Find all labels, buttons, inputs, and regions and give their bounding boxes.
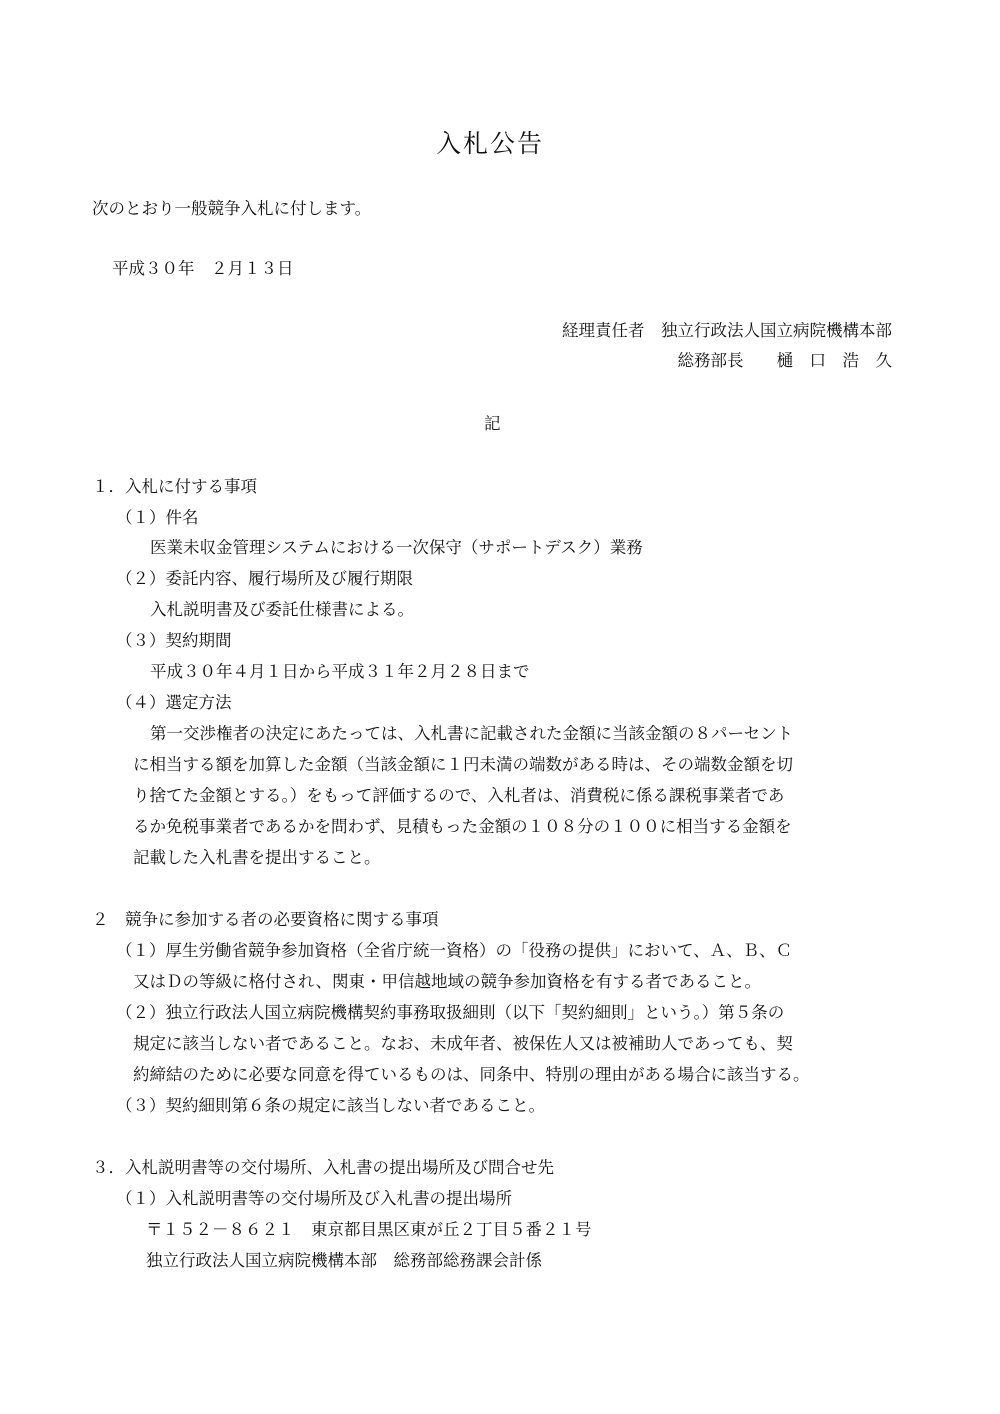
issuer-line-1: 経理責任者 独立行政法人国立病院機構本部 xyxy=(562,321,892,340)
section2-item2-line: （２）独立行政法人国立病院機構契約事務取扱細則（以下「契約細則」という。）第５条の xyxy=(116,1003,785,1022)
section2-item2-line: 規定に該当しない者であること。なお、未成年者、被保佐人又は被補助人であっても、契 xyxy=(133,1034,793,1053)
section1-item4-line: り捨てた金額とする。）をもって評価するので、入札者は、消費税に係る課税事業者であ xyxy=(133,786,785,805)
section1-item4-line: 第一交渉権者の決定にあたっては、入札書に記載された金額に当該金額の８パーセント xyxy=(150,724,794,743)
section1-item4-heading: （４）選定方法 xyxy=(116,693,232,712)
section1-item3-heading: （３）契約期間 xyxy=(116,631,232,650)
page-title: 入札公告 xyxy=(435,129,544,158)
section2-heading: ２ 競争に参加する者の必要資格に関する事項 xyxy=(92,910,439,929)
ki-heading: 記 xyxy=(484,414,501,433)
section1-item1-text: 医業未収金管理システムにおける一次保守（サポートデスク）業務 xyxy=(150,538,643,557)
section1-item4-line: に相当する額を加算した金額（当該金額に１円未満の端数がある時は、その端数金額を切 xyxy=(133,755,793,774)
section1-item4-line: るか免税事業者であるかを問わず、見積もった金額の１０８分の１００に相当する金額を xyxy=(133,817,792,836)
section1-heading: １．入札に付する事項 xyxy=(92,477,257,496)
issuer-line-2: 総務部長 樋 口 浩 久 xyxy=(677,351,892,370)
section1-item3-text: 平成３０年４月１日から平成３１年２月２８日まで xyxy=(150,662,530,681)
section1-item4-line: 記載した入札書を提出すること。 xyxy=(133,848,381,867)
intro-text: 次のとおり一般競争入札に付します。 xyxy=(92,199,372,218)
section3-department: 独立行政法人国立病院機構本部 総務部総務課会計係 xyxy=(146,1251,542,1270)
section2-item1-line: 又はＤの等級に格付され、関東・甲信越地域の競争参加資格を有する者であること。 xyxy=(133,972,761,991)
section3-address: 〒１５２－８６２１ 東京都目黒区東が丘２丁目５番２１号 xyxy=(146,1220,592,1239)
notice-date: 平成３０年 ２月１３日 xyxy=(112,259,294,278)
section2-item3-text: （３）契約細則第６条の規定に該当しない者であること。 xyxy=(116,1096,545,1115)
section3-item1-heading: （１）入札説明書等の交付場所及び入札書の提出場所 xyxy=(116,1189,512,1208)
section1-item2-text: 入札説明書及び委託仕様書による。 xyxy=(150,600,414,619)
section1-item2-heading: （２）委託内容、履行場所及び履行期限 xyxy=(116,569,413,588)
section3-heading: ３．入札説明書等の交付場所、入札書の提出場所及び問合せ先 xyxy=(92,1158,554,1177)
section1-item1-heading: （１）件名 xyxy=(116,508,199,527)
section2-item2-line: 約締結のために必要な同意を得ているものは、同条中、特別の理由がある場合に該当する。 xyxy=(133,1065,810,1084)
section2-item1-line: （１）厚生労働省競争参加資格（全省庁統一資格）の「役務の提供」において、Ａ、Ｂ、Ｃ xyxy=(116,941,793,960)
